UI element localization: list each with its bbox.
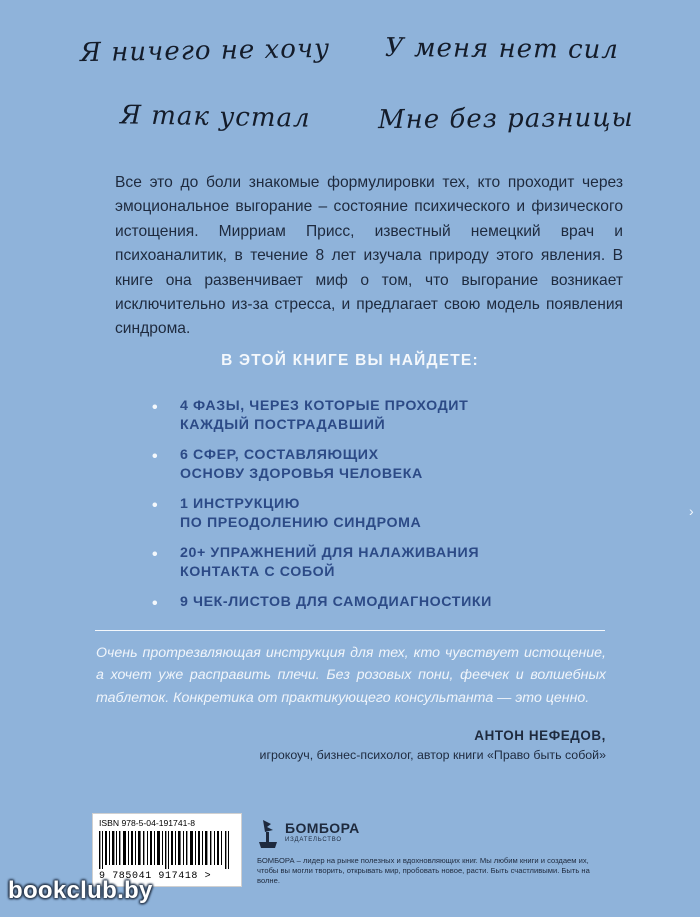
publisher-description: БОМБОРА – лидер на рынке полезных и вдохновляющих книг. Мы любим книги и создаем их, чтобы вы могли творить, открывать мир, пробовать новое, расти. Быть счастливыми. Быть на волне. — [257, 856, 590, 885]
review-author-name: АНТОН НЕФЕДОВ, — [474, 728, 606, 743]
feature-item — [150, 495, 570, 533]
handwritten-phrase: Я так устал — [119, 100, 311, 134]
features-list — [150, 397, 570, 623]
feature-line: ПО ПРЕОДОЛЕНИЮ СИНДРОМА — [180, 515, 422, 531]
feature-item — [150, 593, 570, 612]
bullet-icon: • — [152, 595, 159, 612]
review-quote: Очень протрезвляющая инструкция для тех, кто чувствует истощение, а хочет уже расправить плечи. Без розовых пони, феечек и волшебных таблеток. Конкретика от практикующего консультанта — это ценно. — [96, 645, 606, 706]
bullet-icon: • — [152, 497, 159, 514]
feature-line: 1 ИНСТРУКЦИЮ — [180, 496, 300, 512]
feature-item — [150, 446, 570, 484]
bullet-icon: • — [152, 448, 159, 465]
feature-line: 4 ФАЗЫ, ЧЕРЕЗ КОТОРЫЕ ПРОХОДИТ — [180, 398, 469, 414]
watermark: bookclub.by — [8, 877, 153, 904]
handwritten-phrase: Я ничего не хочу — [79, 33, 331, 69]
feature-line: 20+ УПРАЖНЕНИЙ ДЛЯ НАЛАЖИВАНИЯ — [180, 545, 480, 561]
barcode-digits: 9 785041 917418 > — [99, 871, 212, 882]
review-author-role: игрокоуч, бизнес-психолог, автор книги «Право быть собой» — [259, 748, 606, 762]
publisher-name: БОМБОРА — [285, 820, 360, 836]
handwritten-phrase: У меня нет сил — [384, 32, 620, 66]
features-heading: В ЭТОЙ КНИГЕ ВЫ НАЙДЕТЕ: — [221, 352, 479, 369]
bullet-icon: • — [152, 546, 159, 563]
publisher-logo-icon — [257, 818, 281, 850]
barcode-box — [92, 813, 242, 887]
feature-line: КАЖДЫЙ ПОСТРАДАВШИЙ — [180, 417, 386, 433]
bullet-icon: • — [152, 399, 159, 416]
publisher-subtitle: ИЗДАТЕЛЬСТВО — [285, 837, 342, 843]
feature-line: 6 СФЕР, СОСТАВЛЯЮЩИХ — [180, 447, 379, 463]
divider — [95, 630, 605, 631]
feature-line: КОНТАКТА С СОБОЙ — [180, 564, 336, 580]
feature-line: 9 ЧЕК-ЛИСТОВ ДЛЯ САМОДИАГНОСТИКИ — [180, 594, 492, 610]
feature-line: ОСНОВУ ЗДОРОВЬЯ ЧЕЛОВЕКА — [180, 466, 423, 482]
handwritten-phrase: Мне без разницы — [377, 102, 634, 136]
book-description: Все это до боли знакомые формулировки тех, кто проходит через эмоциональное выгорание – состояние психического и физического истощения. Мирриам Присс, известный немецкий врач и психоаналитик, в течение 8 лет изучала природу этого явления. В книге она развенчивает миф о том, что выгорание возникает исключительно из-за стресса, и предлагает свою модель появления синдрома. — [115, 174, 623, 338]
isbn-label: ISBN 978-5-04-191741-8 — [99, 818, 196, 828]
feature-item — [150, 397, 570, 435]
barcode-icon — [99, 831, 235, 869]
feature-item — [150, 544, 570, 582]
chevron-right-icon: › — [689, 503, 694, 519]
